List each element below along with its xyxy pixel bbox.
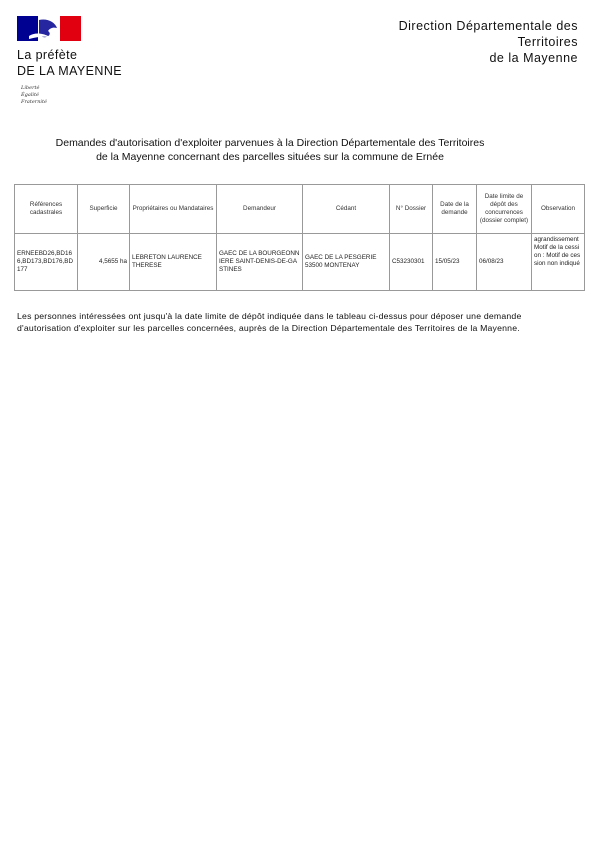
- table-row: [15, 234, 585, 291]
- cell-cedant: GAEC DE LA PESGERIE 53500 MONTENAY: [303, 234, 390, 291]
- header-references: Références cadastrales: [15, 185, 78, 234]
- cell-observation: agrandissement Motif de la cession : Motif de cession non indiqué: [532, 234, 585, 291]
- marianne-logo-icon: [17, 16, 81, 41]
- motto-line-3: Fraternité: [21, 99, 47, 105]
- header-date-demande: Date de la demande: [433, 185, 477, 234]
- cell-dossier: C53230301: [390, 234, 433, 291]
- motto-line-2: Égalité: [21, 92, 39, 98]
- title-line-1: Demandes d'autorisation d'exploiter parvenues à la Direction Départementale des Territoires: [55, 137, 485, 149]
- header-demandeur: Demandeur: [217, 185, 303, 234]
- motto-line-1: Liberté: [21, 85, 40, 91]
- table-header-row: [15, 185, 585, 234]
- header-date-limite: Date limite de dépôt des concurrences (dossier complet): [477, 185, 532, 234]
- document-title: [20, 136, 520, 164]
- prefecture-name: [17, 47, 122, 79]
- cell-demandeur: GAEC DE LA BOURGEONNIERE SAINT-DENIS-DE-GASTINES: [217, 234, 303, 291]
- direction-line-3: de la Mayenne: [489, 51, 578, 65]
- cell-date-limite: 06/08/23: [477, 234, 532, 291]
- cell-date-demande: 15/05/23: [433, 234, 477, 291]
- header-dossier: N° Dossier: [390, 185, 433, 234]
- cell-superficie: 4,5655 ha: [78, 234, 130, 291]
- applications-table: [14, 184, 585, 291]
- header-cedant: Cédant: [303, 185, 390, 234]
- direction-line-2: Territoires: [517, 35, 578, 49]
- header-observation: Observation: [532, 185, 585, 234]
- cell-references: ERNEEBD26,BD166,BD173,BD176,BD177: [15, 234, 78, 291]
- prefecte-line-2: DE LA MAYENNE: [17, 64, 122, 78]
- republic-motto: [21, 85, 47, 106]
- deadline-notice: Les personnes intéressées ont jusqu'à la date limite de dépôt indiquée dans le tableau ci-dessus pour déposer une demande d'autorisation d'exploiter sur les parcelles concernées, auprès de la Direction Départementale des Territoires de la Mayenne.: [17, 311, 522, 333]
- title-line-2: de la Mayenne concernant des parcelles situées sur la commune de Ernée: [96, 151, 444, 163]
- prefecte-line-1: La préfète: [17, 48, 78, 62]
- cell-proprietaires: LEBRETON LAURENCE THERESE: [130, 234, 217, 291]
- header-proprietaires: Propriétaires ou Mandataires: [130, 185, 217, 234]
- header-superficie: Superficie: [78, 185, 130, 234]
- direction-line-1: Direction Départementale des: [398, 19, 578, 33]
- direction-header: [399, 18, 578, 66]
